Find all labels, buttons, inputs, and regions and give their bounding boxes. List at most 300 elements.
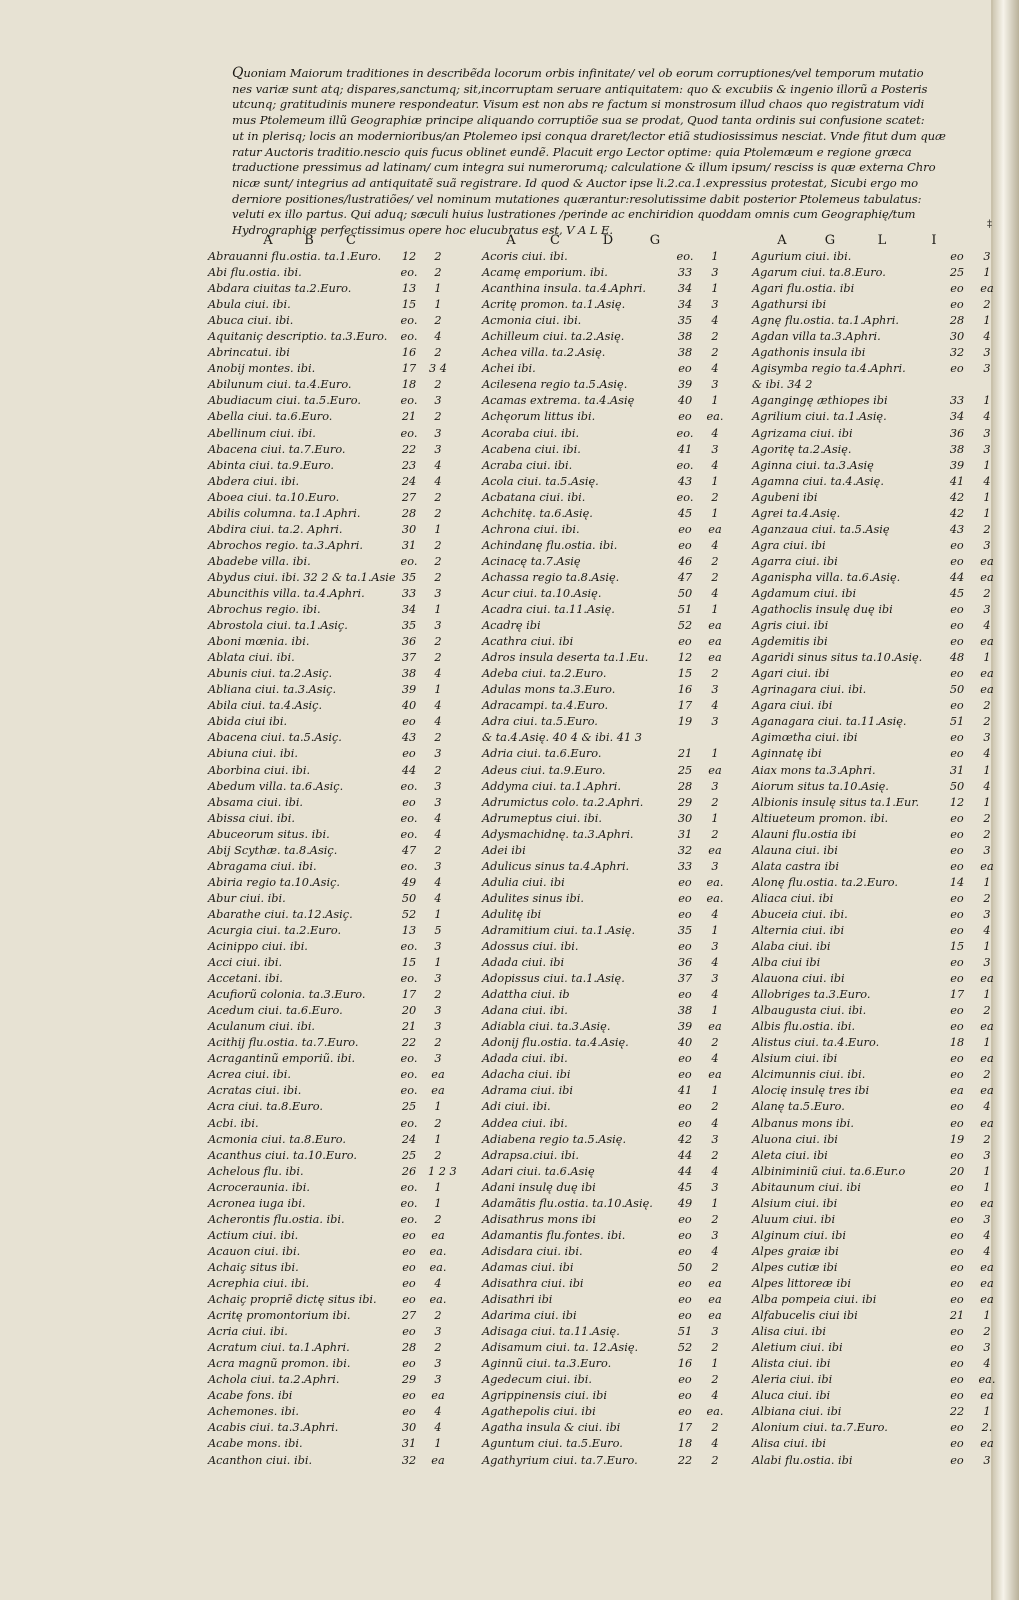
index-entry xyxy=(482,1405,727,1421)
place-name: Acithij flu.ostia. ta.7.Euro. xyxy=(208,1036,359,1050)
index-entry xyxy=(482,1309,727,1325)
index-entry xyxy=(482,651,727,667)
table-number: eo xyxy=(950,843,964,857)
position-number: 3 xyxy=(434,426,442,440)
place-name: Agrilium ciui. ta.1.Asię. xyxy=(752,410,887,424)
position-number: 2 xyxy=(983,1004,991,1018)
table-number: 22 xyxy=(401,442,417,456)
position-number: ea xyxy=(431,1389,445,1403)
index-entry xyxy=(208,1454,458,1470)
table-number: 45 xyxy=(677,1180,693,1194)
position-number: ea xyxy=(980,859,994,873)
index-entry xyxy=(208,619,458,635)
table-number: 18 xyxy=(677,1437,693,1451)
position-number: 4 xyxy=(983,747,991,761)
index-entry xyxy=(208,1437,458,1453)
index-entry xyxy=(752,731,1002,747)
place-name: Acra ciui. ta.8.Euro. xyxy=(208,1100,323,1114)
index-entry xyxy=(482,892,727,908)
position-number: 3 xyxy=(983,250,991,263)
index-entry xyxy=(208,1341,458,1357)
index-entry xyxy=(482,266,727,282)
place-name: Agari flu.ostia. ibi xyxy=(752,282,855,296)
position-number: 2 xyxy=(711,1100,719,1114)
place-name: Adisathri ibi xyxy=(482,1293,553,1307)
index-entry xyxy=(752,507,1002,523)
index-entry xyxy=(752,1325,1002,1341)
table-number: eo xyxy=(402,715,416,729)
index-entry xyxy=(482,1261,727,1277)
table-number: 26 xyxy=(401,1164,417,1178)
position-number: ea xyxy=(431,1068,445,1082)
position-number: 3 xyxy=(711,940,719,954)
position-number: 4 xyxy=(711,1052,719,1066)
position-number: 1 xyxy=(983,1180,991,1194)
position-number: 2 xyxy=(711,346,719,360)
table-number: 16 xyxy=(677,1357,693,1371)
index-entry xyxy=(752,635,1002,651)
position-number: 1 xyxy=(983,490,991,504)
position-number: 3 xyxy=(434,586,442,600)
table-number: eo xyxy=(950,1453,964,1467)
table-number: 25 xyxy=(677,763,693,777)
index-entry xyxy=(482,491,727,507)
position-number: ea xyxy=(708,619,722,633)
index-entry xyxy=(208,378,458,394)
position-number: 1 xyxy=(983,458,991,472)
place-name: Acanthina insula. ta.4.Aphri. xyxy=(482,282,646,296)
table-number: eo. xyxy=(400,827,418,841)
index-entry xyxy=(482,860,727,876)
table-number: 12 xyxy=(401,250,417,263)
position-number: 3 xyxy=(983,731,991,745)
table-number: 21 xyxy=(677,747,693,761)
index-entry xyxy=(482,1036,727,1052)
index-entry xyxy=(208,828,458,844)
index-entry xyxy=(208,1084,458,1100)
index-entry xyxy=(752,619,1002,635)
index-entry xyxy=(752,1261,1002,1277)
position-number: 3 xyxy=(434,1004,442,1018)
table-number: 33 xyxy=(677,859,693,873)
position-number: 1 xyxy=(711,1084,719,1098)
place-name: Agdemitis ibi xyxy=(752,635,828,649)
table-number: 44 xyxy=(949,570,965,584)
table-number: 30 xyxy=(677,811,693,825)
position-number: 3 xyxy=(983,538,991,552)
position-number: 4 xyxy=(711,907,719,921)
position-number: 2 xyxy=(434,570,442,584)
index-entry xyxy=(208,812,458,828)
place-name: Adrapsa.ciui. ibi. xyxy=(482,1148,579,1162)
place-name: Aliaca ciui. ibi xyxy=(752,891,834,905)
table-number: eo xyxy=(950,1260,964,1274)
table-number: 33 xyxy=(949,394,965,408)
position-number: 4 xyxy=(434,827,442,841)
index-entry xyxy=(482,555,727,571)
place-name: Absama ciui. ibi. xyxy=(208,795,304,809)
index-entry xyxy=(482,1213,727,1229)
index-entry xyxy=(752,443,1002,459)
table-number: eo xyxy=(950,1052,964,1066)
place-name: Acratum ciui. ta.1.Aphri. xyxy=(208,1341,350,1355)
position-number: ea xyxy=(980,570,994,584)
position-number: ea. xyxy=(978,1373,996,1387)
place-name: Alba ciui ibi xyxy=(752,956,821,970)
position-number: 2 xyxy=(434,410,442,424)
index-entry xyxy=(208,796,458,812)
position-number: 4 xyxy=(711,314,719,328)
place-name: Abij Scythæ. ta.8.Asiç. xyxy=(208,843,338,857)
index-entry xyxy=(208,1421,458,1437)
table-number: 40 xyxy=(677,394,693,408)
table-number: 42 xyxy=(949,490,965,504)
place-name: Achelous flu. ibi. xyxy=(208,1164,304,1178)
table-number: eo xyxy=(950,956,964,970)
table-number: 39 xyxy=(677,1020,693,1034)
table-number: 24 xyxy=(401,474,417,488)
place-name: Abila ciui. ta.4.Asiç. xyxy=(208,699,323,713)
index-entry xyxy=(752,1052,1002,1068)
index-entry xyxy=(752,571,1002,587)
position-number: 1 xyxy=(983,266,991,280)
place-name: Agrinagara ciui. ibi. xyxy=(752,683,867,697)
table-number: eo. xyxy=(400,811,418,825)
table-number: 15 xyxy=(401,298,417,312)
index-entry xyxy=(482,667,727,683)
index-entry xyxy=(482,1133,727,1149)
position-number: 3 xyxy=(434,940,442,954)
index-entry xyxy=(752,1181,1002,1197)
table-number: eo xyxy=(950,972,964,986)
place-name: Achindanę flu.ostia. ibi. xyxy=(482,538,618,552)
head-letter: D xyxy=(602,233,614,248)
position-number: ea xyxy=(708,635,722,649)
place-name: Alsium ciui. ibi xyxy=(752,1196,838,1210)
place-name: Agamna ciui. ta.4.Asię. xyxy=(752,474,884,488)
table-number: eo. xyxy=(400,1068,418,1082)
index-entry xyxy=(752,587,1002,603)
table-number: 36 xyxy=(677,956,693,970)
position-number: 3 xyxy=(434,394,442,408)
place-name: Adrumeptus ciui. ibi. xyxy=(482,811,602,825)
place-name: Abydus ciui. ibi. 32 2 & ta.1.Asie xyxy=(208,570,396,584)
place-name: Abdera ciui. ibi. xyxy=(208,474,300,488)
position-number: 1 xyxy=(434,298,442,312)
place-name: Aiorum situs ta.10.Asię. xyxy=(752,779,889,793)
index-entry xyxy=(208,1309,458,1325)
position-number: 4 xyxy=(434,1421,442,1435)
position-number: ea xyxy=(708,651,722,665)
table-number: 44 xyxy=(677,1164,693,1178)
position-number: ea xyxy=(708,843,722,857)
table-number: eo xyxy=(402,1244,416,1258)
place-name: Abida ciui ibi. xyxy=(208,715,288,729)
position-number: 1 xyxy=(711,923,719,937)
place-name: Aguntum ciui. ta.5.Euro. xyxy=(482,1437,623,1451)
position-number: 2 xyxy=(711,1036,719,1050)
position-number: 2 xyxy=(434,763,442,777)
index-entry xyxy=(482,1293,727,1309)
table-number: 44 xyxy=(677,1148,693,1162)
position-number: ea xyxy=(708,522,722,536)
index-entry xyxy=(482,443,727,459)
place-name: Actium ciui. ibi. xyxy=(208,1228,299,1242)
position-number: 3 xyxy=(711,298,719,312)
place-name: Agdan villa ta.3.Aphri. xyxy=(752,330,881,344)
position-number: 1 xyxy=(434,1437,442,1451)
position-number: ea. xyxy=(429,1293,447,1307)
place-name: Agisymba regio ta.4.Aphri. xyxy=(752,362,906,376)
position-number: 1 xyxy=(983,940,991,954)
position-number: 4 xyxy=(983,1244,991,1258)
place-name: Aleria ciui. ibi xyxy=(752,1373,833,1387)
place-name: Alfabucelis ciui ibi xyxy=(752,1309,858,1323)
index-entry xyxy=(482,394,727,410)
place-name: Aluum ciui. ibi xyxy=(752,1212,836,1226)
column-head-letters xyxy=(0,233,1019,249)
index-entry xyxy=(482,507,727,523)
index-entry xyxy=(208,491,458,507)
position-number: 3 xyxy=(434,795,442,809)
place-name: Achilleum ciui. ta.2.Asię. xyxy=(482,330,625,344)
place-name: Adisaga ciui. ta.11.Asię. xyxy=(482,1325,620,1339)
index-entry xyxy=(752,1341,1002,1357)
place-name: Adacha ciui. ibi xyxy=(482,1068,571,1082)
table-number: 22 xyxy=(401,1036,417,1050)
table-number: eo xyxy=(950,731,964,745)
place-name: Acedum ciui. ta.6.Euro. xyxy=(208,1004,343,1018)
index-entry xyxy=(482,1373,727,1389)
index-entry xyxy=(482,571,727,587)
position-number: 1 xyxy=(711,1196,719,1210)
index-entry xyxy=(208,346,458,362)
place-name: Alginum ciui. ibi xyxy=(752,1228,846,1242)
table-number: eo xyxy=(678,1228,692,1242)
table-number: eo xyxy=(950,1068,964,1082)
place-name: Abellinum ciui. ibi. xyxy=(208,426,316,440)
index-entry xyxy=(752,1213,1002,1229)
table-number: 47 xyxy=(677,570,693,584)
position-number: 1 xyxy=(434,683,442,697)
index-entry xyxy=(752,667,1002,683)
position-number: 2 xyxy=(711,827,719,841)
table-number: 17 xyxy=(677,1421,693,1435)
index-entry xyxy=(208,956,458,972)
position-number: 2 xyxy=(983,891,991,905)
table-number: eo xyxy=(678,1100,692,1114)
index-entry xyxy=(482,1437,727,1453)
table-number: eo xyxy=(402,1260,416,1274)
table-number: 19 xyxy=(949,1132,965,1146)
place-name: Abuncithis villa. ta.4.Aphri. xyxy=(208,586,365,600)
table-number: 34 xyxy=(677,282,693,296)
position-number: 3 xyxy=(983,907,991,921)
index-entry xyxy=(752,1405,1002,1421)
table-number: 50 xyxy=(401,891,417,905)
table-number: 38 xyxy=(677,346,693,360)
place-name: Agubeni ibi xyxy=(752,490,818,504)
place-name: Adra ciui. ta.5.Euro. xyxy=(482,715,598,729)
position-number: 2 xyxy=(983,298,991,312)
place-name: Albaugusta ciui. ibi. xyxy=(752,1004,867,1018)
table-number: 50 xyxy=(677,586,693,600)
index-entry xyxy=(482,1149,727,1165)
table-number: eo xyxy=(678,1293,692,1307)
place-name: Albiana ciui. ibi xyxy=(752,1405,842,1419)
position-number: 3 xyxy=(711,972,719,986)
table-number: eo xyxy=(950,1196,964,1210)
position-number: 2 xyxy=(983,699,991,713)
table-number: eo xyxy=(402,1228,416,1242)
position-number: ea xyxy=(980,1052,994,1066)
index-entry xyxy=(752,1245,1002,1261)
table-number: eo xyxy=(402,747,416,761)
table-number: 21 xyxy=(401,1020,417,1034)
place-name: Acronea iuga ibi. xyxy=(208,1196,306,1210)
place-name: Aculanum ciui. ibi. xyxy=(208,1020,316,1034)
position-number: 4 xyxy=(711,458,719,472)
index-entry xyxy=(752,988,1002,1004)
position-number: 1 xyxy=(983,314,991,328)
index-entry xyxy=(208,860,458,876)
place-name: Acritę promon. ta.1.Asię. xyxy=(482,298,626,312)
place-name: Adrumictus colo. ta.2.Aphri. xyxy=(482,795,644,809)
place-name: Anobij montes. ibi. xyxy=(208,362,316,376)
place-name: Abiuna ciui. ibi. xyxy=(208,747,298,761)
place-name: Adeba ciui. ta.2.Euro. xyxy=(482,667,607,681)
table-number: 48 xyxy=(949,651,965,665)
place-name: & ibi. 34 2 xyxy=(752,378,813,392)
table-number: eo xyxy=(950,1341,964,1355)
position-number: 1 xyxy=(434,603,442,617)
position-number: 3 xyxy=(711,779,719,793)
table-number: 31 xyxy=(401,1437,417,1451)
place-name: Abitaunum ciui. ibi xyxy=(752,1180,861,1194)
position-number: ea. xyxy=(706,410,724,424)
position-number: 1 xyxy=(711,506,719,520)
position-number: ea xyxy=(980,282,994,296)
index-entry xyxy=(482,844,727,860)
index-entry xyxy=(208,940,458,956)
place-name: Agari ciui. ibi xyxy=(752,667,830,681)
position-number: 2 xyxy=(711,1373,719,1387)
table-number: eo. xyxy=(400,1212,418,1226)
table-number: 44 xyxy=(401,763,417,777)
position-number: 3 xyxy=(711,683,719,697)
table-number: eo. xyxy=(400,1052,418,1066)
table-number: eo xyxy=(678,1373,692,1387)
table-number: eo. xyxy=(400,1180,418,1194)
table-number: 49 xyxy=(677,1196,693,1210)
table-number: 31 xyxy=(677,827,693,841)
index-entry xyxy=(482,1454,727,1470)
position-number: 1 xyxy=(983,506,991,520)
head-letter: A xyxy=(263,233,273,248)
place-name: Abilis columna. ta.1.Aphri. xyxy=(208,506,361,520)
table-number: eo xyxy=(950,1437,964,1451)
table-number: eo. xyxy=(400,266,418,280)
position-number: 2 xyxy=(434,635,442,649)
table-number: 29 xyxy=(677,795,693,809)
position-number: 2 xyxy=(711,1453,719,1467)
place-name: Alba pompeia ciui. ibi xyxy=(752,1293,877,1307)
index-entry xyxy=(208,988,458,1004)
index-entry xyxy=(752,844,1002,860)
place-name: Adysmachidnę. ta.3.Aphri. xyxy=(482,827,634,841)
table-number: eo xyxy=(678,362,692,376)
intro-line: veluti ex illo partus. Qui aduq; sæculi huius lustrationes /perinde ac enchiridion quoddam omnis cum Geographię/tum xyxy=(232,207,916,222)
position-number: 2 xyxy=(434,843,442,857)
position-number: 2 xyxy=(983,586,991,600)
index-entry xyxy=(482,1277,727,1293)
place-name: Adisdara ciui. ibi. xyxy=(482,1244,583,1258)
position-number: 2 xyxy=(983,1068,991,1082)
index-entry xyxy=(482,972,727,988)
table-number: 35 xyxy=(677,314,693,328)
head-letter: A xyxy=(777,233,787,248)
table-number: eo xyxy=(678,1212,692,1226)
index-entry xyxy=(752,1277,1002,1293)
table-number: eo xyxy=(950,1421,964,1435)
intro-line: ratur Auctoris traditio.nescio quis fucus oblinet eundẽ. Placuit ergo Lector optime: quia Ptolemæum e regione græca xyxy=(232,144,912,159)
position-number: 2 xyxy=(711,1421,719,1435)
index-entry xyxy=(482,1004,727,1020)
index-entry xyxy=(482,603,727,619)
position-number: ea xyxy=(980,635,994,649)
table-number: eo xyxy=(950,1373,964,1387)
place-name: Achea villa. ta.2.Asię. xyxy=(482,346,606,360)
table-number: 47 xyxy=(401,843,417,857)
table-number: 25 xyxy=(949,266,965,280)
index-entry xyxy=(752,796,1002,812)
index-entry xyxy=(208,571,458,587)
table-number: 17 xyxy=(401,988,417,1002)
place-name: Abrochos regio. ta.3.Aphri. xyxy=(208,538,364,552)
table-number: 22 xyxy=(949,1405,965,1419)
index-entry xyxy=(752,956,1002,972)
place-name: Acraba ciui. ibi. xyxy=(482,458,573,472)
position-number: 2 xyxy=(983,827,991,841)
table-number: eo xyxy=(950,859,964,873)
index-entry xyxy=(482,1020,727,1036)
index-entry xyxy=(208,443,458,459)
place-name: Alistus ciui. ta.4.Euro. xyxy=(752,1036,880,1050)
intro-line: nicæ sunt/ integrius ad antiquitatẽ suã registrare. Id quod & Auctor ipse li.2.ca.1.expressius protestat, Sicubi ergo mo xyxy=(232,175,919,190)
place-name: Adulitę ibi xyxy=(482,907,542,921)
position-number: 1 xyxy=(711,1357,719,1371)
place-name: Acadrę ibi xyxy=(482,619,541,633)
index-entry xyxy=(482,282,727,298)
position-number: 3 xyxy=(983,1341,991,1355)
index-entry xyxy=(482,459,727,475)
table-number: eo. xyxy=(676,250,694,263)
table-number: eo. xyxy=(400,779,418,793)
table-number: 13 xyxy=(401,282,417,296)
position-number: 1 xyxy=(711,747,719,761)
index-entry xyxy=(752,940,1002,956)
place-name: Alata castra ibi xyxy=(752,859,839,873)
index-entry xyxy=(752,475,1002,491)
index-entry xyxy=(208,844,458,860)
place-name: Abi flu.ostia. ibi. xyxy=(208,266,302,280)
table-number: ea xyxy=(950,1084,964,1098)
index-entry xyxy=(482,812,727,828)
place-name: Agoritę ta.2.Asię. xyxy=(752,442,852,456)
index-entry xyxy=(752,266,1002,282)
position-number: 4 xyxy=(983,474,991,488)
index-entry xyxy=(482,988,727,1004)
